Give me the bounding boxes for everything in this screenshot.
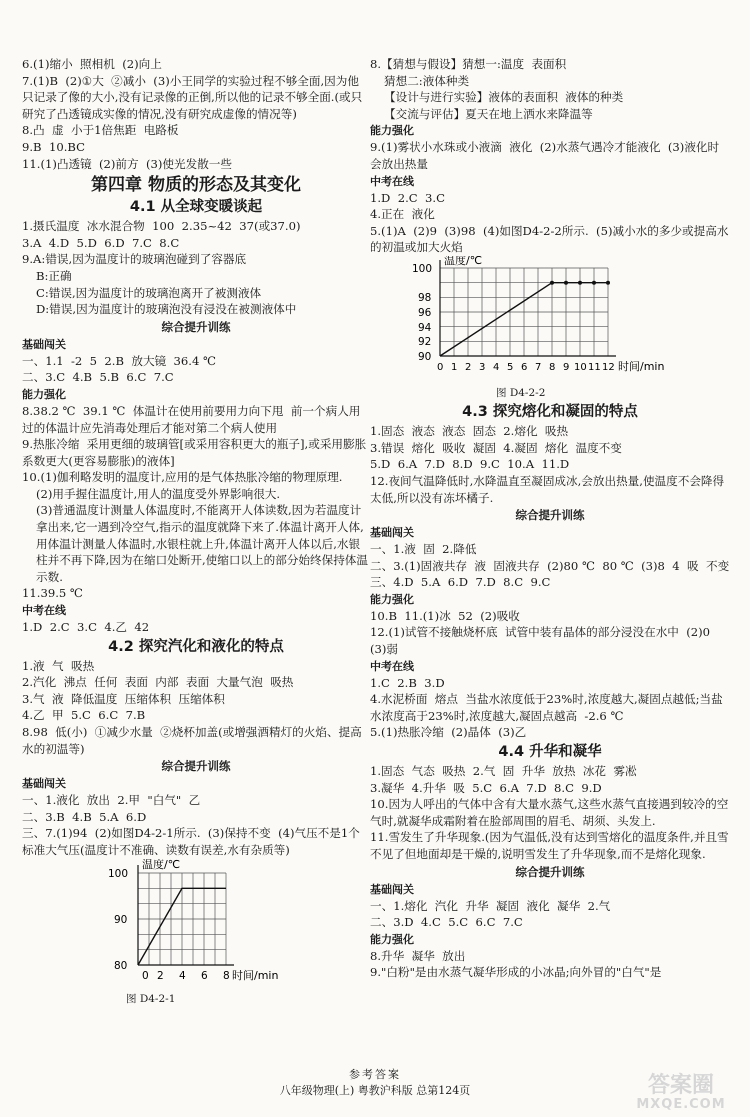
figure-caption: 图 D4-2-2	[496, 386, 546, 399]
watermark-logo	[622, 1074, 740, 1114]
data-point	[592, 281, 596, 285]
chart-d4-2-2-svg	[400, 256, 700, 384]
x-tick: 2	[465, 361, 472, 373]
answer-line: 2.汽化 沸点 任何 表面 内部 表面 大量气泡 吸热	[22, 675, 294, 690]
training-heading: 综合提升训练	[161, 319, 231, 334]
answer-line: 1.摄氏温度 冰水混合物 100 2.35~42 37(或37.0)	[22, 219, 301, 234]
answer-line: 1.固态 气态 吸热 2.气 固 升华 放热 冰花 雾凇	[370, 764, 637, 779]
x-tick: 1	[451, 361, 458, 373]
subheading-basic: 基础闯关	[22, 777, 66, 791]
answer-line: 3.错误 熔化 吸收 凝固 4.凝固 熔化 温度不变	[370, 440, 622, 455]
x-tick: 11	[588, 361, 601, 373]
answer-line: 二、3.(1)固液共存 液 固液共存 (2)80 ℃ 80 ℃ (3)8 4 吸 不变	[370, 558, 730, 573]
figure-d4-2-2	[400, 256, 700, 401]
answer-line: 5.(1)热胀冷缩 (2)晶体 (3)乙	[370, 725, 527, 740]
figure-d4-2-1	[102, 859, 302, 1008]
left-column	[22, 56, 370, 1008]
answer-line: 8.升华 凝华 放出	[370, 948, 466, 963]
x-tick: 7	[535, 361, 542, 373]
training-heading: 综合提升训练	[515, 864, 585, 879]
x-tick: 6	[521, 361, 528, 373]
answer-line: 4.乙 甲 5.C 6.C 7.B	[22, 708, 146, 723]
block-lens-answers	[22, 56, 370, 172]
answer-line: B:正确	[36, 268, 72, 283]
answer-line: 11.(1)凸透镜 (2)前方 (3)使光发散一些	[22, 156, 232, 171]
answer-line: 9.B 10.BC	[22, 139, 85, 154]
answer-line: 猜想二:液体种类	[384, 73, 470, 88]
x-tick: 5	[507, 361, 514, 373]
x-tick: 12	[602, 361, 615, 373]
answer-line: 8.【猜想与假设】猜想一:温度 表面积	[370, 57, 567, 71]
subheading-exam: 中考在线	[22, 604, 66, 618]
training-heading: 综合提升训练	[161, 759, 231, 774]
answer-line: 9.热胀冷缩 采用更细的玻璃管[或采用容积更大的瓶子],或采用膨胀系数更大(更容易膨胀)的液体]	[22, 437, 367, 468]
answer-line: 三、4.D 5.A 6.D 7.D 8.C 9.C	[370, 575, 551, 590]
subheading-ability: 能力强化	[370, 124, 414, 138]
answer-line: 12.(1)试管不接触烧杯底 试管中装有晶体的部分浸没在水中 (2)0 (3)弱	[370, 625, 718, 657]
watermark-url: MXQE.COM	[636, 1097, 726, 1112]
answer-line: 1.固态 液态 液态 固态 2.熔化 吸热	[370, 424, 569, 439]
y-tick: 80	[114, 959, 128, 972]
chapter-title: 第四章 物质的形态及其变化	[91, 175, 301, 196]
answer-line: D:错误,因为温度计的玻璃泡没有浸没在被测液体中	[36, 302, 297, 317]
y-tick: 92	[418, 335, 432, 348]
section-title-4-1: 4.1 从全球变暖谈起	[129, 199, 263, 216]
chart-d4-2-1-svg	[102, 859, 302, 987]
y-axis-label: 温度/℃	[444, 255, 483, 267]
answer-line: 1.液 气 吸热	[22, 658, 95, 673]
subheading-exam: 中考在线	[370, 659, 414, 673]
answer-line: 11.39.5 ℃	[22, 586, 83, 601]
answer-line: 1.C 2.B 3.D	[370, 675, 445, 690]
figure-caption: 图 D4-2-1	[126, 993, 176, 1006]
answer-line: 1.D 2.C 3.C	[370, 190, 445, 205]
data-point	[564, 281, 568, 285]
answer-line: 一、1.液 固 2.降低	[370, 542, 477, 557]
answer-line: 3.A 4.D 5.D 6.D 7.C 8.C	[22, 235, 180, 250]
x-tick: 4	[493, 361, 500, 373]
data-point	[578, 281, 582, 285]
answer-line: C:错误,因为温度计的玻璃泡离开了被测液体	[36, 285, 262, 300]
section-title-4-3: 4.3 探究熔化和凝固的特点	[462, 404, 638, 421]
answer-line: 【交流与评估】夏天在地上洒水来降温等	[384, 106, 593, 121]
answer-line: (2)用手握住温度计,用人的温度受外界影响很大.	[36, 486, 281, 501]
x-tick: 6	[201, 969, 208, 982]
answer-line: 一、1.熔化 汽化 升华 凝固 液化 凝华 2.气	[370, 898, 611, 913]
x-axis-label: 时间/min	[618, 359, 665, 373]
x-axis-label: 时间/min	[232, 968, 279, 982]
answer-line: 9.(1)雾状小水珠或小液滴 液化 (2)水蒸气遇冷才能液化 (3)液化时会放出热量	[370, 140, 720, 171]
x-tick: 8	[549, 361, 556, 373]
answer-line: 3.气 液 降低温度 压缩体积 压缩体积	[22, 691, 225, 706]
training-heading: 综合提升训练	[515, 508, 585, 523]
subheading-basic: 基础闯关	[22, 337, 66, 351]
y-tick: 90	[114, 913, 128, 926]
answer-line: 3.凝华 4.升华 吸 5.C 6.A 7.D 8.C 9.D	[370, 780, 602, 795]
watermark-text: 答案圈	[647, 1073, 714, 1098]
answer-line: (3)普通温度计测量人体温度时,不能离开人体读数,因为若温度计拿出来,它一遇到冷空气,指示的温度就降下来了.体温计离开人体,用体温计测量人体温时,水银柱就上升,体温计离开人体以后,水银柱并不再下降,因为在缩口处断开,使缩口以上的部分始终保持体温示数.	[36, 503, 368, 584]
answer-line: 5.D 6.A 7.D 8.D 9.C 10.A 11.D	[370, 457, 570, 472]
answer-line: 6.(1)缩小 照相机 (2)向上	[22, 57, 162, 71]
answer-line: 10.(1)伽利略发明的温度计,应用的是气体热胀冷缩的物理原理.	[22, 470, 343, 485]
footer-title: 参考答案	[349, 1068, 401, 1081]
answer-line: 1.D 2.C 3.C 4.乙 42	[22, 620, 150, 635]
subheading-basic: 基础闯关	[370, 526, 414, 540]
answer-line: 8.38.2 ℃ 39.1 ℃ 体温计在使用前要用力向下甩 前一个病人用过的体温计应先消毒处理后才能对第二个病人使用	[22, 403, 361, 435]
answer-line: 10.B 11.(1)冰 52 (2)吸收	[370, 608, 520, 623]
x-tick: 8	[223, 969, 230, 982]
answer-line: 二、3.D 4.C 5.C 6.C 7.C	[370, 915, 523, 930]
data-point	[550, 281, 554, 285]
subheading-ability: 能力强化	[370, 592, 414, 606]
footer-text: 八年级物理(上) 粤教沪科版 总第124页	[279, 1084, 471, 1097]
y-tick: 96	[418, 306, 432, 319]
x-tick: 0	[437, 361, 444, 373]
x-tick: 10	[574, 361, 587, 373]
answer-line: 5.(1)A (2)9 (3)98 (4)如图D4-2-2所示. (5)减小水的多少或提高水的初温或加大火焰	[370, 223, 729, 255]
right-column	[370, 56, 730, 981]
y-tick: 98	[418, 291, 432, 304]
subheading-ability: 能力强化	[22, 387, 66, 401]
answer-line: 11.雪发生了升华现象.(因为气温低,没有达到雪熔化的温度条件,并且雪不见了但地面却是干燥的,说明雪发生了升华现象,而不是熔化现象.	[370, 830, 729, 861]
answer-line: 8.凸 虚 小于1倍焦距 电路板	[22, 123, 179, 138]
answer-line: 一、1.1 -2 5 2.B 放大镜 36.4 ℃	[22, 353, 216, 368]
y-tick: 94	[418, 321, 432, 334]
answer-line: 9."白粉"是由水蒸气凝华形成的小冰晶;向外冒的"白气"是	[370, 965, 662, 980]
y-tick: 90	[418, 350, 432, 363]
answer-line: 9.A:错误,因为温度计的玻璃泡碰到了容器底	[22, 252, 247, 267]
answer-line: 一、1.液化 放出 2.甲 "白气" 乙	[22, 793, 201, 808]
answer-line: 8.98 低(小) ①减少水量 ②烧杯加盖(或增强酒精灯的火焰、提高水的初温等)	[22, 725, 362, 756]
subheading-basic: 基础闯关	[370, 882, 414, 896]
answer-line: 10.因为人呼出的气体中含有大量水蒸气,这些水蒸气直接遇到较冷的空气时,就凝华成霜附着在脸部周围的眉毛、胡须、头发上.	[370, 797, 729, 828]
y-tick: 100	[412, 262, 433, 275]
y-tick: 100	[108, 867, 129, 880]
section-title-4-4: 4.4 升华和凝华	[498, 744, 602, 761]
x-tick: 9	[563, 361, 570, 373]
answer-line: 二、3.B 4.B 5.A 6.D	[22, 809, 147, 824]
answer-line: 7.(1)B (2)①大 ②减小 (3)小王同学的实验过程不够全面,因为他只记录了像的大小,没有记录像的正倒,所以他的记录不够全面.(或只研究了凸透镜成实像的情况,没有研究成虚像的情况等)	[22, 73, 363, 121]
x-tick: 3	[479, 361, 486, 373]
subheading-exam: 中考在线	[370, 174, 414, 188]
data-point	[606, 281, 610, 285]
x-tick: 0	[142, 969, 149, 982]
answer-line: 三、7.(1)94 (2)如图D4-2-1所示. (3)保持不变 (4)气压不是1个标准大气压(温度计不准确、读数有误差,水有杂质等)	[22, 826, 360, 857]
x-tick: 4	[179, 969, 186, 982]
answer-line: 4.正在 液化	[370, 207, 435, 222]
section-title-4-2: 4.2 探究汽化和液化的特点	[108, 638, 284, 655]
y-axis-label: 温度/℃	[142, 858, 181, 871]
answer-line: 二、3.C 4.B 5.B 6.C 7.C	[22, 370, 174, 385]
subheading-ability: 能力强化	[370, 932, 414, 946]
answer-line: 【设计与进行实验】液体的表面积 液体的种类	[384, 90, 624, 105]
answer-line: 4.水泥桥面 熔点 当盐水浓度低于23%时,浓度越大,凝固点越低;当盐水浓度高于23%时,浓度越大,凝固点越高 -2.6 ℃	[370, 692, 723, 723]
x-tick: 2	[157, 969, 164, 982]
answer-line: 12.夜间气温降低时,水降温直至凝固成冰,会放出热量,使温度不会降得太低,所以没有冻坏橘子.	[370, 473, 725, 505]
